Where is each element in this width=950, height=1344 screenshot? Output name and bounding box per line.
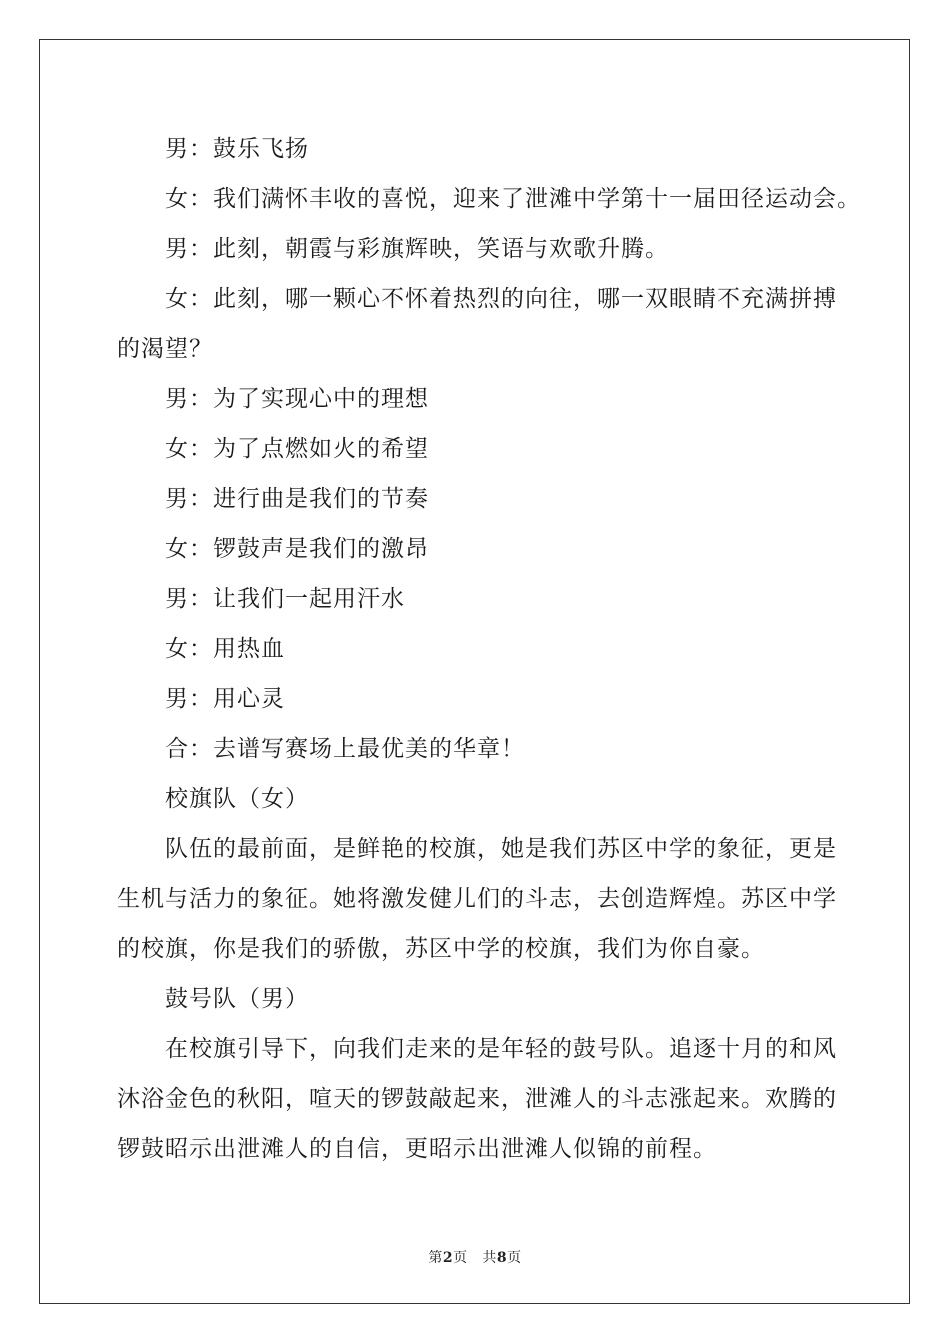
section-heading: 校旗队（女） <box>165 786 309 812</box>
dialogue-line: 男：让我们一起用汗水 <box>165 586 405 612</box>
dialogue-line: 男：用心灵 <box>165 686 285 712</box>
paragraph-line: 在校旗引导下，向我们走来的是年轻的鼓号队。追逐十月的和风 <box>165 1036 837 1062</box>
dialogue-line: 女：为了点燃如火的希望 <box>165 436 429 462</box>
dialogue-line: 男：此刻，朝霞与彩旗辉映，笑语与欢歌升腾。 <box>165 236 669 262</box>
paragraph-line: 锣鼓昭示出泄滩人的自信，更昭示出泄滩人似锦的前程。 <box>117 1136 717 1162</box>
paragraph-line: 沐浴金色的秋阳，喧天的锣鼓敲起来，泄滩人的斗志涨起来。欢腾的 <box>117 1086 837 1112</box>
document-body <box>117 124 861 1174</box>
dialogue-line: 男：为了实现心中的理想 <box>165 386 429 412</box>
paragraph-line: 队伍的最前面，是鲜艳的校旗，她是我们苏区中学的象征，更是 <box>165 836 837 862</box>
dialogue-line: 男：鼓乐飞扬 <box>165 136 309 162</box>
dialogue-line: 女：此刻，哪一颗心不怀着热烈的向往，哪一双眼睛不充满拼搏 <box>165 286 837 312</box>
dialogue-line: 合：去谱写赛场上最优美的华章！ <box>165 736 525 762</box>
dialogue-line: 男：进行曲是我们的节奏 <box>165 486 429 512</box>
total-prefix: 共 <box>482 1250 497 1266</box>
page-number: 2 <box>442 1250 454 1266</box>
page-footer <box>0 1247 950 1267</box>
dialogue-line: 女：锣鼓声是我们的激昂 <box>165 536 429 562</box>
total-pages: 8 <box>496 1250 508 1266</box>
dialogue-line: 女：我们满怀丰收的喜悦，迎来了泄滩中学第十一届田径运动会。 <box>165 186 861 212</box>
page-prefix: 第 <box>428 1250 443 1266</box>
paragraph-line: 生机与活力的象征。她将激发健儿们的斗志，去创造辉煌。苏区中学 <box>117 886 837 912</box>
section-heading: 鼓号队（男） <box>165 986 309 1012</box>
total-suffix: 页 <box>507 1250 522 1266</box>
dialogue-line: 女：用热血 <box>165 636 285 662</box>
page-suffix: 页 <box>453 1250 468 1266</box>
dialogue-line-continuation: 的渴望？ <box>117 336 213 362</box>
paragraph-line: 的校旗，你是我们的骄傲，苏区中学的校旗，我们为你自豪。 <box>117 936 765 962</box>
